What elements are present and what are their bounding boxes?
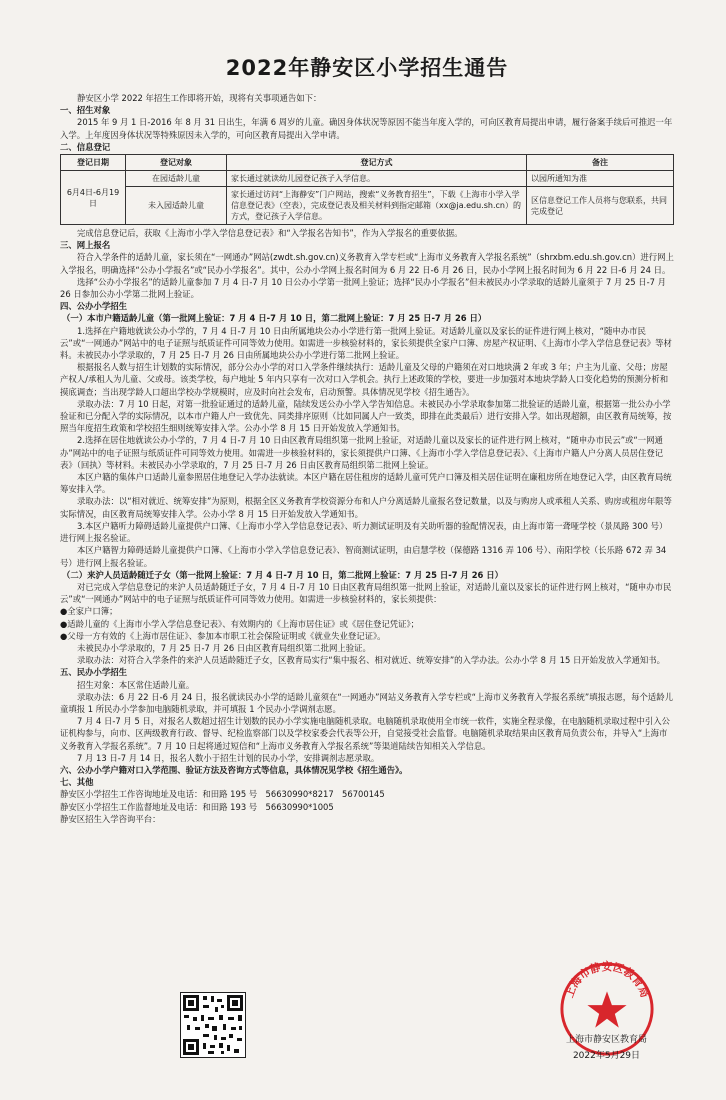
- table-cell-date: 6月4日-6月19日: [61, 171, 126, 225]
- table-cell-method: 家长通过访问“上海静安”门户网站，搜索“义务教育招生”，下载《上海市小学入学信息登记表》（空表），完成登记表及相关材料到指定邮箱（xx@ja.edu.sh.cn）的方式，登记孩子入学信息。: [227, 187, 527, 225]
- table-cell-target: 在园适龄儿童: [126, 171, 227, 187]
- section-2-heading: 二、信息登记: [60, 141, 111, 152]
- section-4-p2: 根据报名人数与招生计划数的实际情况，部分公办小学的对口入学条件继续执行：适龄儿童及父母的户籍须在对口地块满 2 年或 3 年；户主为儿童、父母；房屋产权人/承租人为儿童、父或母。该类学校，每户地址 5 年内只享有一次对口入学机会。执行上述政策的学校，要进一步加强对本地块学龄人口变化趋势的预测分析和摸底调查；当出现学龄人口超出学校办学规模时，应及时向社会发布，启动预警。具体情况见学校《招生通告》。: [60, 362, 669, 397]
- section-5-p4: 7 月 13 日-7 月 14 日，报名人数小于招生计划的民办小学，安排调剂志愿录取。: [77, 752, 380, 763]
- section-4-p1: 1.选择在户籍地就读公办小学的，7 月 4 日-7 月 10 日由所属地块公办小学进行第一批网上验证。对适龄儿童以及家长的证件进行网上核对，“随申办市民云”或“一网通办”网站中的电子证照与纸质证件可同等效力使用。如需进一步核验材料的，家长须提供全家户口簿、房屋产权证明、《上海市小学入学信息登记表》等材料。未被民办小学录取的，7 月 25 日-7 月 26 日由所属地块公办小学进行第二批网上验证。: [60, 325, 672, 361]
- platform-line: 静安区招生入学咨询平台：: [60, 813, 161, 824]
- table-cell-target: 未入园适龄儿童: [126, 187, 227, 225]
- table-row: [61, 187, 674, 225]
- section-7-heading: 七、其他: [60, 777, 94, 788]
- section-3-p1: 符合入学条件的适龄儿童，家长须在“一网通办”网站(zwdt.sh.gov.cn)义务教育入学专栏或“上海市义务教育入学报名系统”（shrxbm.edu.sh.gov.cn）进行网上入学报名，明确选择“公办小学报名”或“民办小学报名”。其中，公办小学网上报名时间为 6 月 22 日-6 月 26 日，民办小学网上报名时间为 6 月 22 日-6 月 24 日。: [60, 252, 674, 275]
- section-4-sub2: （二）来沪人员适龄随迁子女（第一批网上验证：7 月 4 日-7 月 10 日，第二批网上验证：7 月 25 日-7 月 26 日）: [62, 569, 504, 580]
- section-4-q1: 对已完成入学信息登记的来沪人员适龄随迁子女，7 月 4 日-7 月 10 日由区教育局组织第一批网上验证，对适龄儿童以及家长的证件进行网上核对，“随申办市民云”或“一网通办”网站中的电子证照与纸质证件可同等效力使用。如需进一步核验材料的，家长须提供：: [60, 581, 672, 605]
- table-row: [61, 171, 674, 187]
- section-5-p2: 录取办法：6 月 22 日-6 月 24 日，报名就读民办小学的适龄儿童须在“一网通办”网站义务教育入学专栏或“上海市义务教育入学报名系统”填报志愿，每个适龄儿童填报 1 所民办小学参加电脑随机录取，并可填报 1 个民办小学调剂志愿。: [60, 691, 673, 714]
- section-3-p2: 选择“公办小学报名”的适龄儿童参加 7 月 4 日-7 月 10 日公办小学第一批网上验证；选择“民办小学报名”但未被民办小学录取的适龄儿童须于 7 月 25 日-7 月 26 日参加公办小学第二批网上验证。: [60, 276, 667, 300]
- table-cell-note: 以园所通知为准: [527, 171, 674, 187]
- section-5-p1: 招生对象：本区常住适龄儿童。: [77, 679, 195, 690]
- issuing-organization: 上海市静安区教育局: [566, 1035, 648, 1045]
- section-3-heading: 三、网上报名: [60, 240, 111, 251]
- section-4-p7: 3.本区户籍听力障碍适龄儿童提供户口簿、《上海市小学入学信息登记表》、听力测试证明及有关助听器的验配情况表，由上海市第一聋哑学校（景凤路 300 号）进行网上报名验证。: [60, 520, 668, 544]
- section-4-p3: 录取办法：7 月 10 日起，对第一批验证通过的适龄儿童，陆续发送公办小学入学告知信息。未被民办小学录取参加第二批验证的适龄儿童，根据第一批公办小学验证和已分配入学的实际情况，以本市户籍人户一致优先、同类排序原则（比如同属人户一致类，即排在此类最后）进行安排入学。如出现超额，由区教育局统筹，按照当年度招生政策和学校招生细则统筹安排入学。公办小学 8 月 15 日开始发放入学通知书。: [60, 398, 672, 434]
- signature-block: [566, 1032, 647, 1064]
- qr-code[interactable]: [180, 992, 246, 1058]
- table-header-method: 登记方式: [227, 155, 527, 171]
- section-4-p5: 本区户籍的集体户口适龄儿童参照居住地登记入学办法就读。本区户籍在居住租房的适龄儿童可凭户口簿及相关居住证明在廉租房所在地登记入学，由区教育局统筹安排入学。: [60, 472, 672, 495]
- issue-date: 2022年5月29日: [572, 1051, 641, 1061]
- section-5-p3: 7 月 4 日-7 月 5 日，对报名人数超过招生计划数的民办小学实施电脑随机录取。电脑随机录取使用全市统一软件，实施全程录像，在电脑随机录取过程中引入公证机构参与，向市、区两级教育行政、督导、纪检监察部门以及学校家委会代表等公开，自觉接受社会监督。电脑随机录取结果由区教育局负责公布，并导入“上海市义务教育入学报名系统”。7 月 10 日起将通过短信和“上海市义务教育入学报名系统”等渠道陆续告知相关入学信息。: [60, 716, 671, 751]
- section-4-heading: 四、公办小学招生: [60, 301, 127, 312]
- section-4-sub1: （一）本市户籍适龄儿童（第一批网上验证：7 月 4 日-7 月 10 日，第二批网上验证：7 月 25 日-7 月 26 日）: [62, 313, 487, 324]
- section-1-text: 2015 年 9 月 1 日-2016 年 8 月 31 日出生，年满 6 周岁的儿童。确因身体状况等原因不能当年度入学的，可向区教育局提出申请，履行备案手续后可推迟一年入学。上年度因身体状况等特殊原因未入学的，可向区教育局提出入学申请。: [60, 117, 673, 140]
- list-item: ●全家户口簿；: [60, 606, 118, 617]
- qr-code-icon: [181, 993, 245, 1057]
- section-4-p6: 录取办法：以“相对就近、统筹安排”为原则，根据全区义务教育学校资源分布和人户分离适龄儿童报名登记数量，以及与购房人或承租人关系、购房或租房年限等实际情况，由区教育局统筹安排入学。公办小学 8 月 15 日开始发放入学通知书。: [60, 496, 672, 519]
- section-4-q3: 录取办法：对符合入学条件的来沪人员适龄随迁子女，区教育局实行“集中报名、相对就近、统筹安排”的入学办法。公办小学 8 月 15 日开始发放入学通知书。: [77, 655, 666, 666]
- notice-body: [60, 92, 674, 825]
- list-item: ●父母一方有效的《上海市居住证》、参加本市职工社会保险证明或《就业失业登记证》。: [60, 630, 386, 641]
- page-title: 2022年静安区小学招生通告: [225, 56, 509, 80]
- section-4-p8: 本区户籍智力障碍适龄儿童提供户口簿、《上海市小学入学信息登记表》、智商测试证明，由启慧学校（保德路 1316 弄 106 号）、南阳学校（长乐路 672 弄 34 号）进行网上报名验证。: [60, 545, 667, 568]
- consult-line: 静安区小学招生工作咨询地址及电话：和田路 195 号 56630990*8217 56700145: [60, 789, 385, 800]
- table-cell-method: 家长通过就读幼儿园登记孩子入学信息。: [227, 171, 527, 187]
- section-4-q2: 未被民办小学录取的，7 月 25 日-7 月 26 日由区教育局组织第二批网上验证。: [77, 642, 371, 653]
- table-cell-note: 区信息登记工作人员将与您联系，共同完成登记: [527, 187, 674, 225]
- table-header-row: [61, 155, 674, 171]
- section-1-heading: 一、招生对象: [60, 105, 111, 116]
- seal-text: 上海市静安区教育局: [562, 960, 652, 1000]
- table-header-date: 登记日期: [61, 155, 126, 171]
- intro-text: 静安区小学 2022 年招生工作即将开始，现将有关事项通告如下：: [77, 93, 322, 103]
- section-2-after: 完成信息登记后，获取《上海市小学入学信息登记表》和“入学报名告知书”，作为入学报名的重要依据。: [77, 228, 463, 239]
- list-item: ●适龄儿童的《上海市小学入学信息登记表》、有效期内的《上海市居住证》或《居住登记凭证》；: [60, 618, 420, 629]
- table-header-target: 登记对象: [126, 155, 227, 171]
- section-4-p4: 2.选择在居住地就读公办小学的，7 月 4 日-7 月 10 日由区教育局组织第一批网上验证，对适龄儿童以及家长的证件进行网上核对，“随申办市民云”或“一网通办”网站中的电子证照与纸质证件可同等效力使用。如需进一步核验材料的，家长须提供户口簿、《上海市小学入学信息登记表》、《上海市户籍人户分离人员居住登记表》（回执）等材料。未被民办小学录取的，7 月 25 日-7 月 26 日由区教育局组织第二批网上验证。: [60, 435, 664, 470]
- table-header-note: 备注: [527, 155, 674, 171]
- section-5-heading: 五、民办小学招生: [60, 667, 127, 678]
- supervise-line: 静安区小学招生工作监督地址及电话：和田路 193 号 56630990*1005: [60, 801, 334, 812]
- section-6-heading: 六、公办小学户籍对口入学范围、验证方法及咨询方式等信息，具体情况见学校《招生通告》。: [60, 764, 408, 775]
- registration-table: [60, 154, 674, 225]
